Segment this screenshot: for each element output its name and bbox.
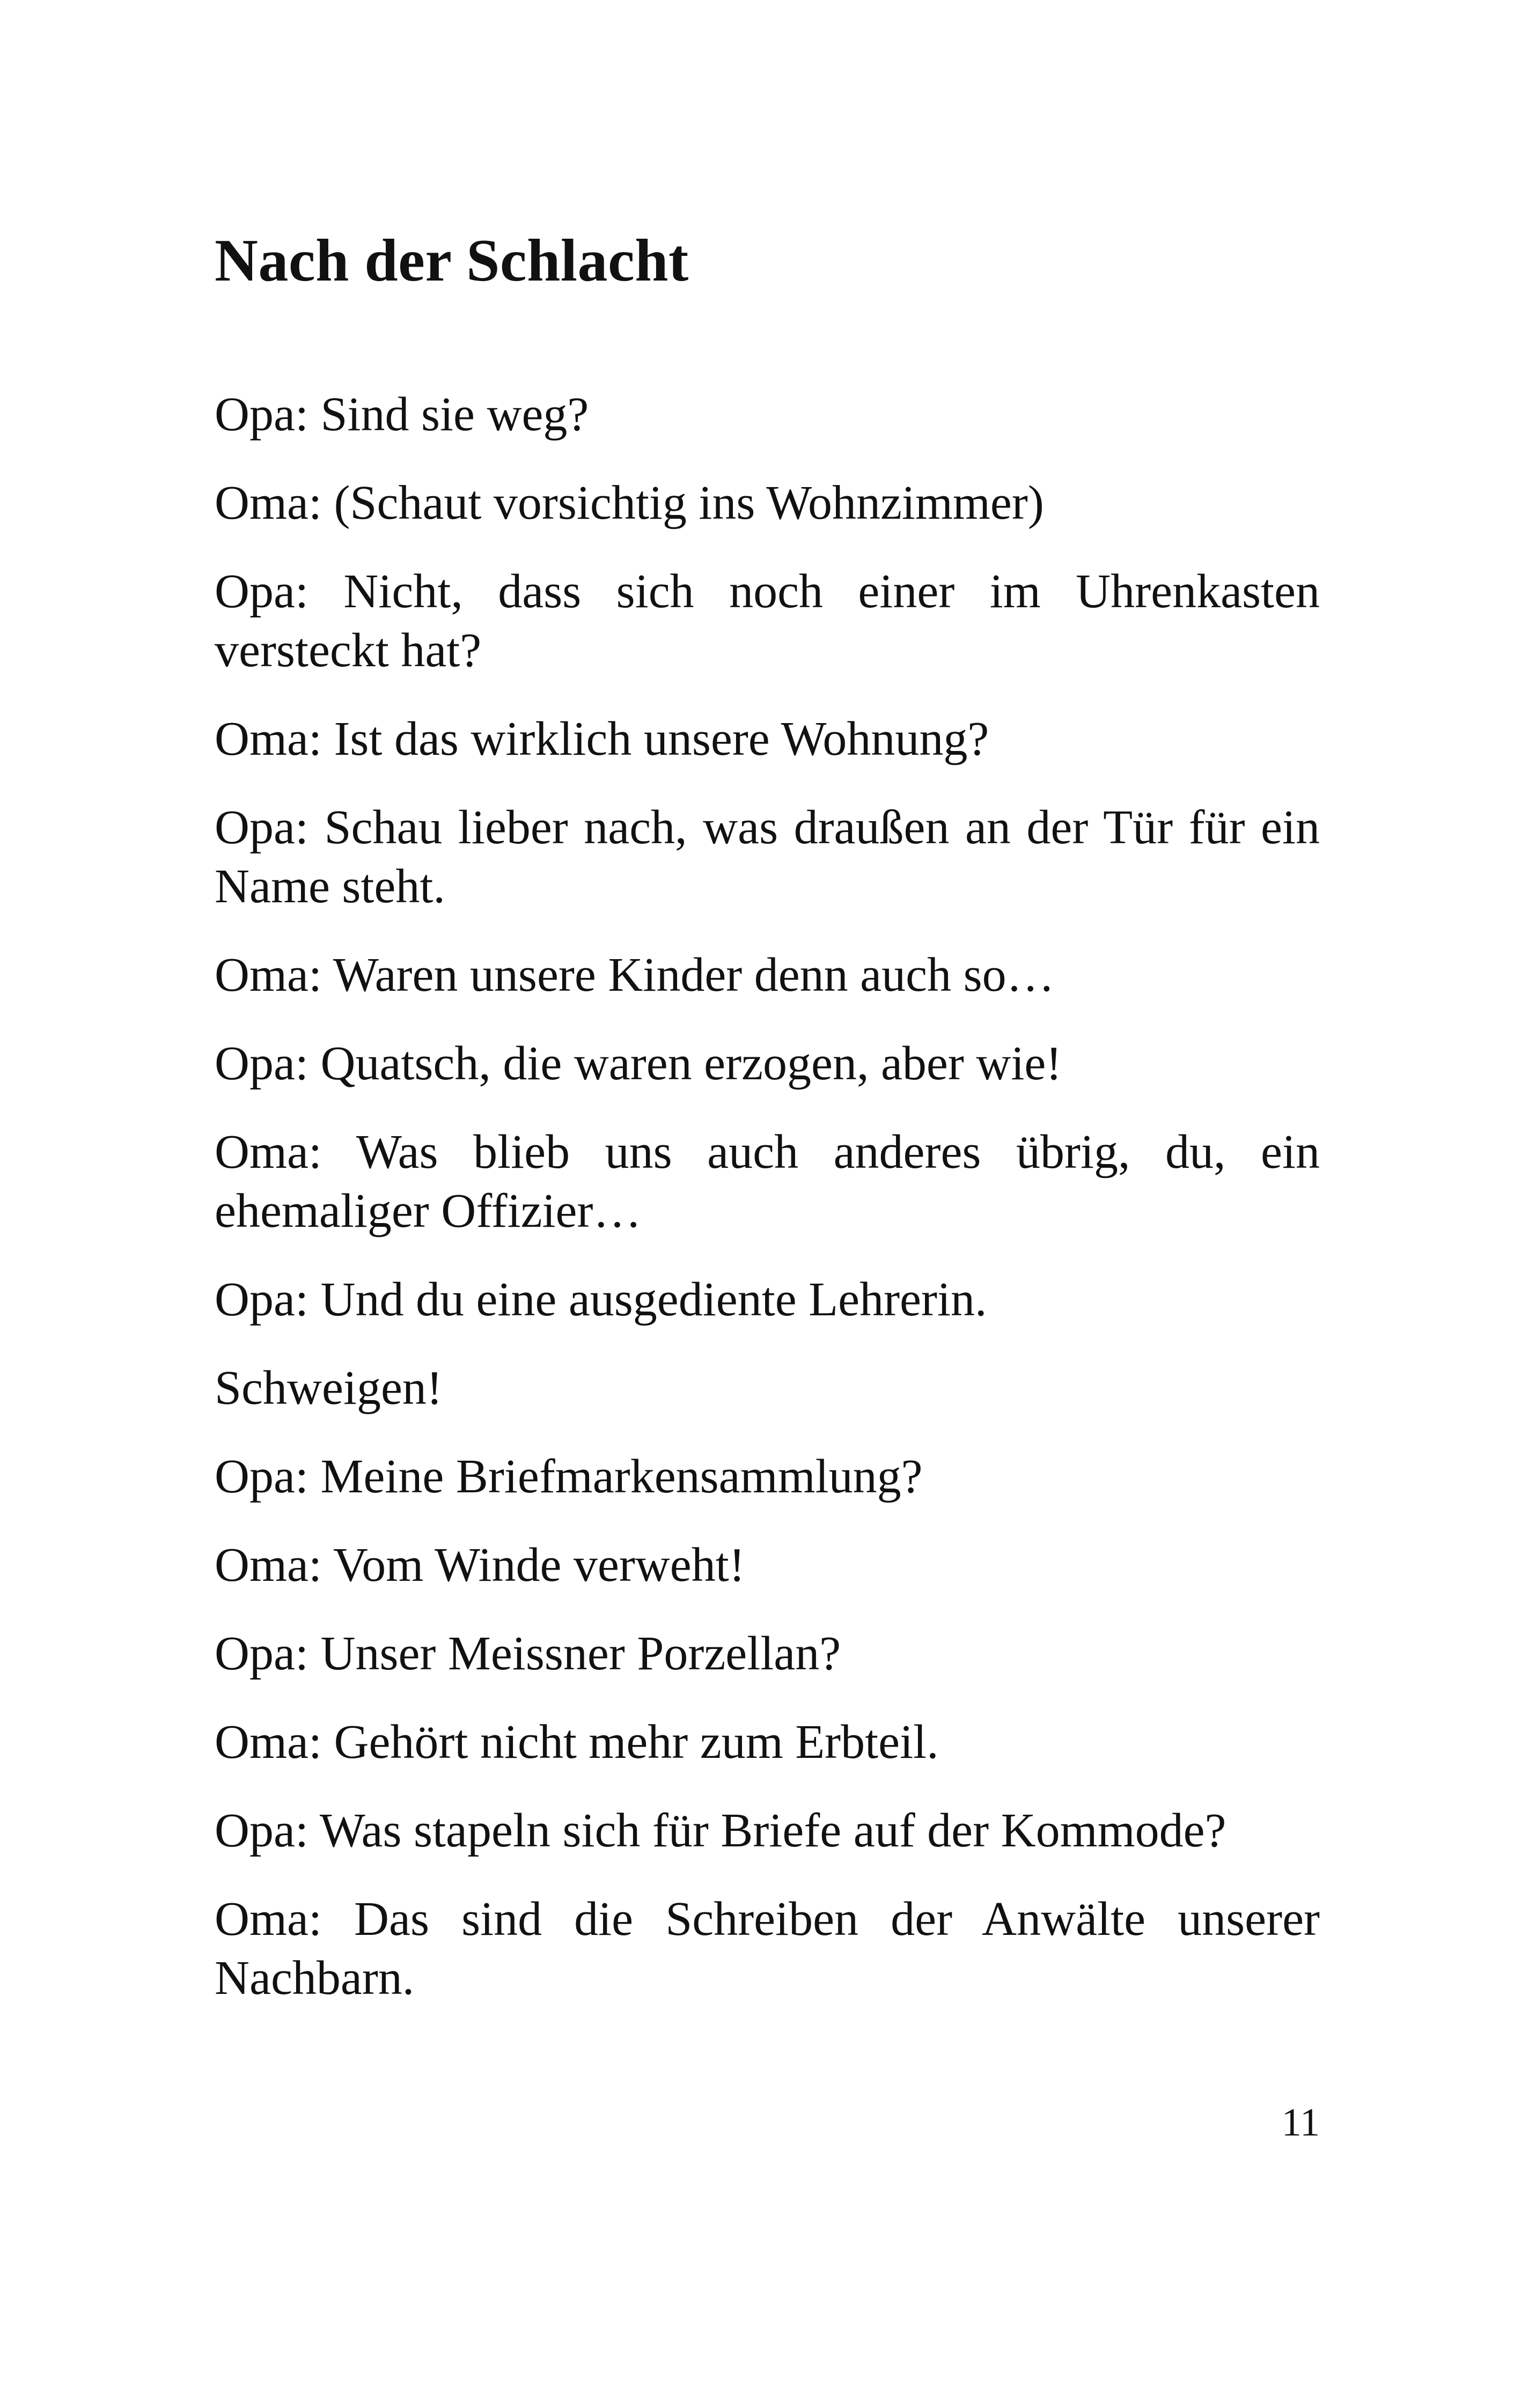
- stage-direction: Schweigen!: [215, 1361, 443, 1415]
- dialogue-line: Oma: Waren unsere Kinder denn auch so…: [215, 948, 1055, 1002]
- dialogue-line: Oma: Das sind die Schreiben der Anwälte unserer Nachbarn.: [215, 1892, 1320, 2005]
- page-number: 11: [1281, 2101, 1320, 2145]
- dialogue-line: Oma: Gehört nicht mehr zum Erbteil.: [215, 1715, 939, 1769]
- dialogue-line: Oma: Was blieb uns auch anderes übrig, du, ein ehemaliger Offizier…: [215, 1125, 1320, 1238]
- dialogue-line: Opa: Nicht, dass sich noch einer im Uhrenkasten versteckt hat?: [215, 565, 1320, 677]
- dialogue-line: Oma: Vom Winde verweht!: [215, 1538, 745, 1592]
- chapter-title: Nach der Schlacht: [215, 227, 689, 294]
- dialogue-line: Opa: Und du eine ausgediente Lehrerin.: [215, 1273, 987, 1326]
- dialogue-line: Opa: Sind sie weg?: [215, 388, 589, 441]
- book-page: [215, 0, 1320, 2408]
- dialogue-list: [215, 385, 1320, 2037]
- dialogue-line: Opa: Unser Meissner Porzellan?: [215, 1627, 841, 1680]
- dialogue-line: Opa: Meine Briefmarkensammlung?: [215, 1450, 923, 1503]
- dialogue-line: Opa: Quatsch, die waren erzogen, aber wie!: [215, 1037, 1062, 1090]
- dialogue-line: Opa: Schau lieber nach, was draußen an der Tür für ein Name steht.: [215, 801, 1320, 913]
- dialogue-line: Opa: Was stapeln sich für Briefe auf der Kommode?: [215, 1804, 1226, 1857]
- dialogue-line: Oma: (Schaut vorsichtig ins Wohnzimmer): [215, 476, 1044, 529]
- dialogue-line: Oma: Ist das wirklich unsere Wohnung?: [215, 712, 989, 765]
